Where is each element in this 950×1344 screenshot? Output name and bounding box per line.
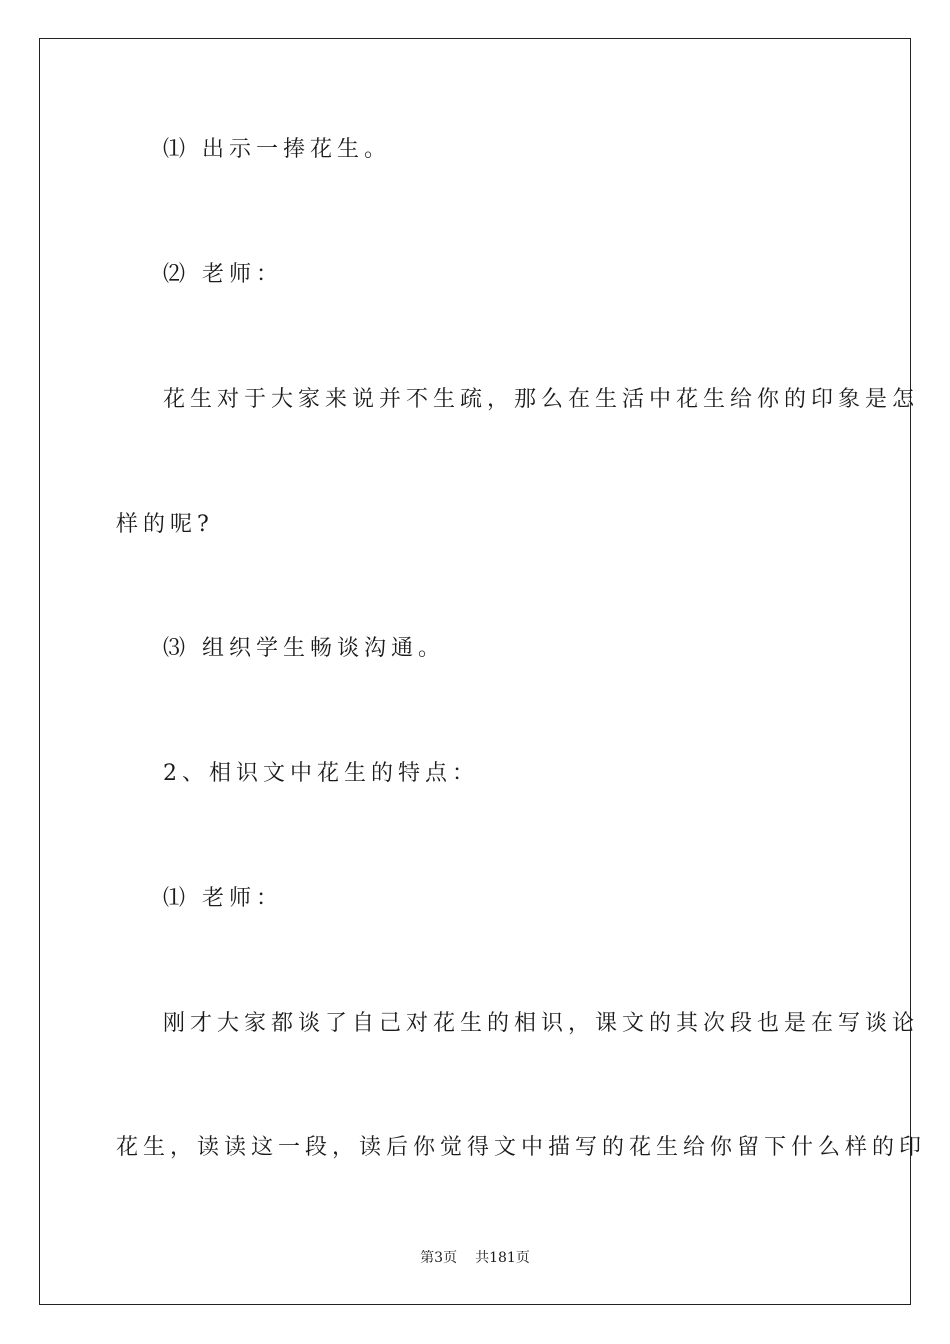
page-total: 共181页 [475,1250,530,1266]
page-frame [39,38,911,1305]
text-line-7: ⑴ 老师： [163,886,283,911]
page-number: 第3页 [420,1250,458,1266]
text-line-2: ⑵ 老师： [163,262,283,287]
text-line-4: 样的呢? [116,512,214,537]
text-line-5: ⑶ 组织学生畅谈沟通。 [163,636,445,661]
page-footer [0,1247,950,1267]
text-line-9: 花生，读读这一段，读后你觉得文中描写的花生给你留下什么样的印 [116,1135,927,1160]
text-line-3: 花生对于大家来说并不生疏，那么在生活中花生给你的印象是怎 [163,387,920,412]
text-line-1: ⑴ 出示一捧花生。 [163,137,391,162]
text-line-8: 刚才大家都谈了自己对花生的相识，课文的其次段也是在写谈论 [163,1011,920,1036]
text-line-6: 2、相识文中花生的特点： [163,761,479,786]
